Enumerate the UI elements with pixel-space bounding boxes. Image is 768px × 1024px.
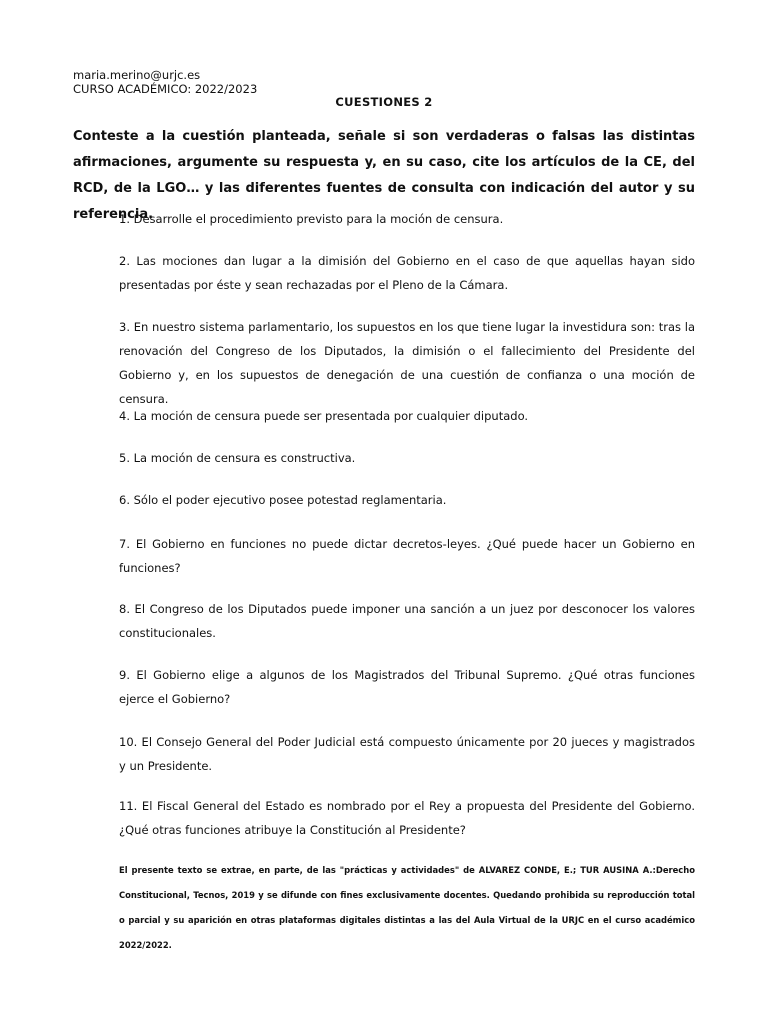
question-8: 8. El Congreso de los Diputados puede imponer una sanción a un juez por desconocer los valores constitucionales. [119,602,695,640]
instructions-paragraph: Conteste a la cuestión planteada, señale si son verdaderas o falsas las distintas afirmaciones, argumente su respuesta y, en su caso, cite los artículos de la CE, del RCD, de la LGO… y las diferentes fuentes de consulta con indicación del autor y su referencia. [73,129,695,222]
question-11: 11. El Fiscal General del Estado es nombrado por el Rey a propuesta del Presidente del Gobierno. ¿Qué otras funciones atribuye la Constitución al Presidente? [119,799,695,837]
question-5: 5. La moción de censura es constructiva. [119,451,356,465]
question-10: 10. El Consejo General del Poder Judicial está compuesto únicamente por 20 jueces y magistrados y un Presidente. [119,735,695,773]
question-9: 9. El Gobierno elige a algunos de los Magistrados del Tribunal Supremo. ¿Qué otras funciones ejerce el Gobierno? [119,668,695,706]
question-2: 2. Las mociones dan lugar a la dimisión del Gobierno en el caso de que aquellas hayan sido presentadas por éste y sean rechazadas por el Pleno de la Cámara. [119,254,695,292]
document-title: CUESTIONES 2 [335,95,433,109]
question-7: 7. El Gobierno en funciones no puede dictar decretos-leyes. ¿Qué puede hacer un Gobierno en funciones? [119,537,695,575]
question-3: 3. En nuestro sistema parlamentario, los supuestos en los que tiene lugar la investidura son: tras la renovación del Congreso de los Diputados, la dimisión o el fallecimiento del Presidente del Gobierno y, en los supuestos de denegación de una cuestión de confianza o una moción de censura. [119,320,695,406]
question-4: 4. La moción de censura puede ser presentada por cualquier diputado. [119,409,529,423]
question-1: 1. Desarrolle el procedimiento previsto para la moción de censura. [119,212,504,226]
question-6: 6. Sólo el poder ejecutivo posee potestad reglamentaria. [119,493,447,507]
copyright-footer: El presente texto se extrae, en parte, de las "prácticas y actividades" de ALVAREZ CONDE, E.; TUR AUSINA A.:Derecho Constitucional, Tecnos, 2019 y se difunde con fines exclusivamente docentes. Quedando prohibida su reproducción total o parcial y su aparición en otras plataformas digitales distintas a las del Aula Virtual de la URJC en el curso académico 2022/2022. [119,865,695,950]
author-email: maria.merino@urjc.es [73,68,201,82]
course-year: CURSO ACADÉMICO: 2022/2023 [73,82,258,96]
